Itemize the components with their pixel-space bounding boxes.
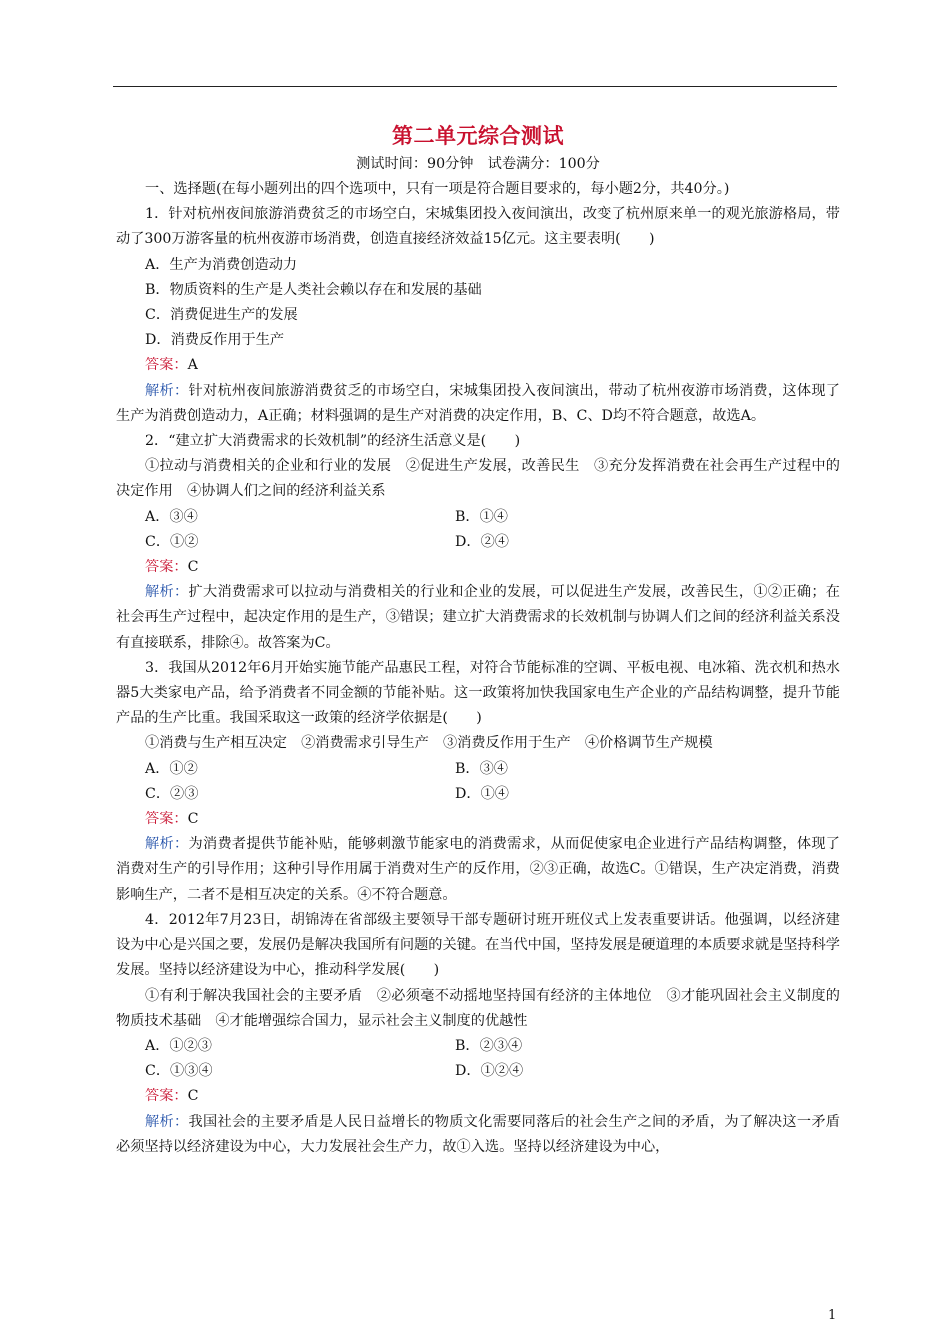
document-title: 第二单元综合测试 [392, 123, 564, 148]
q4-options-row-1 [116, 1034, 840, 1059]
q4-options-row-2 [116, 1059, 840, 1084]
page-number: 1 [828, 1308, 837, 1323]
q3-option-b: B．③④ [455, 760, 508, 777]
q1-option-b: B．物质资料的生产是人类社会赖以存在和发展的基础 [145, 281, 482, 298]
q1-option-a: A．生产为消费创造动力 [145, 256, 298, 273]
explanation-label: 解析： [145, 836, 189, 853]
q4-option-c: C．①③④ [145, 1063, 213, 1080]
q2-options-row-2 [116, 530, 840, 555]
q1-explanation-text: 针对杭州夜间旅游消费贫乏的市场空白，宋城集团投入夜间演出，带动了杭州夜游市场消费，这体现了生产为消费创造动力，A正确；材料强调的是生产对消费的决定作用，B、C、D均不符合题意，故选A。 [116, 382, 840, 424]
q2-option-c: C．①② [145, 533, 199, 550]
q3-explanation [116, 832, 840, 908]
q4-explanation-text: 我国社会的主要矛盾是人民日益增长的物质文化需要同落后的社会生产之间的矛盾，为了解决这一矛盾必须坚持以经济建设为中心，大力发展社会生产力，故①入选。坚持以经济建设为中心， [116, 1113, 840, 1155]
q3-options-row-2 [116, 782, 840, 807]
explanation-label: 解析： [145, 382, 189, 399]
answer-label: 答案： [145, 357, 188, 374]
test-meta: 测试时间：90分钟 试卷满分：100分 [356, 156, 600, 172]
q2-option-a: A．③④ [145, 508, 198, 525]
q1-stem: 1．针对杭州夜间旅游消费贫乏的市场空白，宋城集团投入夜间演出，改变了杭州原来单一的观光旅游格局，带动了300万游客量的杭州夜游市场消费，创造直接经济效益15亿元。这主要表明( ) [116, 206, 840, 248]
answer-label: 答案： [145, 559, 188, 576]
q1-option-d: D．消费反作用于生产 [145, 332, 285, 349]
q2-stem: 2．“建立扩大消费需求的长效机制”的经济生活意义是( ) [145, 433, 521, 450]
q2-answer-value: C [187, 559, 199, 576]
section-heading: 一、选择题(在每小题列出的四个选项中，只有一项是符合题目要求的，每小题2分，共40分。) [145, 181, 730, 197]
q3-stem: 3．我国从2012年6月开始实施节能产品惠民工程，对符合节能标准的空调、平板电视、电冰箱、洗衣机和热水器5大类家电产品，给予消费者不同金额的节能补贴。这一政策将加快我国家电生产企业的产品结构调整，提升节能产品的生产比重。我国采取这一政策的经济学依据是( ) [116, 659, 840, 727]
q3-answer [116, 807, 840, 832]
q3-option-d: D．①④ [455, 785, 509, 802]
q1-answer [116, 353, 840, 378]
q3-items: ①消费与生产相互决定 ②消费需求引导生产 ③消费反作用于生产 ④价格调节生产规模 [145, 735, 713, 752]
q4-option-b: B．②③④ [455, 1037, 523, 1054]
q1-explanation [116, 379, 840, 429]
q1-answer-value: A [187, 357, 198, 374]
q4-answer-value: C [187, 1088, 199, 1105]
q3-answer-value: C [187, 811, 199, 828]
q3-option-c: C．②③ [145, 785, 199, 802]
q4-option-a: A．①②③ [145, 1037, 212, 1054]
q4-option-d: D．①②④ [455, 1063, 524, 1080]
document-page [116, 122, 840, 1160]
q4-stem: 4．2012年7月23日，胡锦涛在省部级主要领导干部专题研讨班开班仪式上发表重要讲话。他强调，以经济建设为中心是兴国之要，发展仍是解决我国所有问题的关键。在当代中国，坚持发展是硬道理的本质要求就是坚持科学发展。坚持以经济建设为中心，推动科学发展( ) [116, 911, 840, 979]
header-rule [113, 86, 837, 87]
q2-explanation [116, 580, 840, 656]
q2-option-d: D．②④ [455, 533, 509, 550]
q3-explanation-text: 为消费者提供节能补贴，能够刺激节能家电的消费需求，从而促使家电企业进行产品结构调整，体现了消费对生产的引导作用；这种引导作用属于消费对生产的反作用，②③正确，故选C。①错误，生产决定消费，消费影响生产，二者不是相互决定的关系。④不符合题意。 [116, 836, 840, 903]
q4-items: ①有利于解决我国社会的主要矛盾 ②必须毫不动摇地坚持国有经济的主体地位 ③才能巩固社会主义制度的物质技术基础 ④才能增强综合国力，显示社会主义制度的优越性 [116, 987, 840, 1029]
q3-option-a: A．①② [145, 760, 198, 777]
explanation-label: 解析： [145, 1113, 189, 1130]
q2-explanation-text: 扩大消费需求可以拉动与消费相关的行业和企业的发展，可以促进生产发展，改善民生，①②正确；在社会再生产过程中，起决定作用的是生产，③错误；建立扩大消费需求的长效机制与协调人们之间的经济利益关系没有直接联系，排除④。故答案为C。 [116, 584, 840, 651]
q2-items: ①拉动与消费相关的企业和行业的发展 ②促进生产发展，改善民生 ③充分发挥消费在社会再生产过程中的决定作用 ④协调人们之间的经济利益关系 [116, 458, 840, 500]
answer-label: 答案： [145, 811, 188, 828]
q1-option-c: C．消费促进生产的发展 [145, 307, 298, 324]
q3-options-row-1 [116, 757, 840, 782]
q4-answer [116, 1084, 840, 1109]
q2-option-b: B．①④ [455, 508, 508, 525]
q4-explanation [116, 1110, 840, 1160]
answer-label: 答案： [145, 1088, 188, 1105]
q2-answer [116, 555, 840, 580]
q2-options-row-1 [116, 505, 840, 530]
explanation-label: 解析： [145, 584, 189, 601]
